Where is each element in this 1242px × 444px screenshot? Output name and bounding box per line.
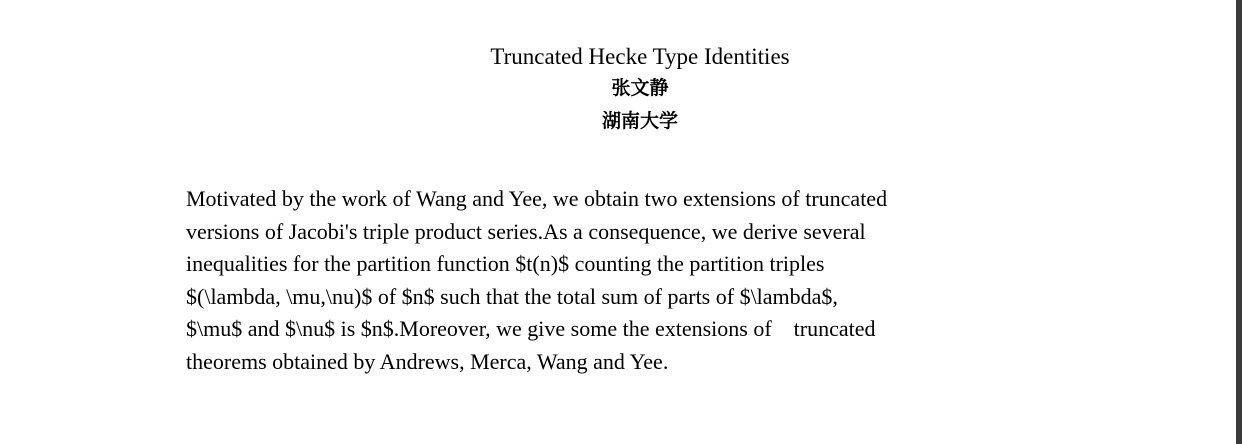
abstract-line: $\mu$ and $\nu$ is $n$.Moreover, we give some the extensions of truncated xyxy=(186,316,876,342)
author-affiliation: 湖南大学 xyxy=(601,110,678,132)
abstract-line: Motivated by the work of Wang and Yee, we obtain two extensions of truncated xyxy=(186,186,888,211)
abstract-line: versions of Jacobi's triple product series.As a consequence, we derive several xyxy=(186,218,866,244)
abstract-line: inequalities for the partition function $t(n)$ counting the partition triples xyxy=(186,251,825,277)
author-name: 张文静 xyxy=(611,77,669,99)
abstract-line: $(\lambda, \mu,\nu)$ of $n$ such that the total sum of parts of $\lambda$, xyxy=(186,283,838,309)
document-header xyxy=(0,42,1242,138)
abstract-line: theorems obtained by Andrews, Merca, Wang and Yee. xyxy=(186,348,669,374)
abstract-paragraph xyxy=(186,183,1006,379)
document-title: Truncated Hecke Type Identities xyxy=(490,44,790,69)
viewer-scrollbar-edge[interactable] xyxy=(1236,0,1242,444)
